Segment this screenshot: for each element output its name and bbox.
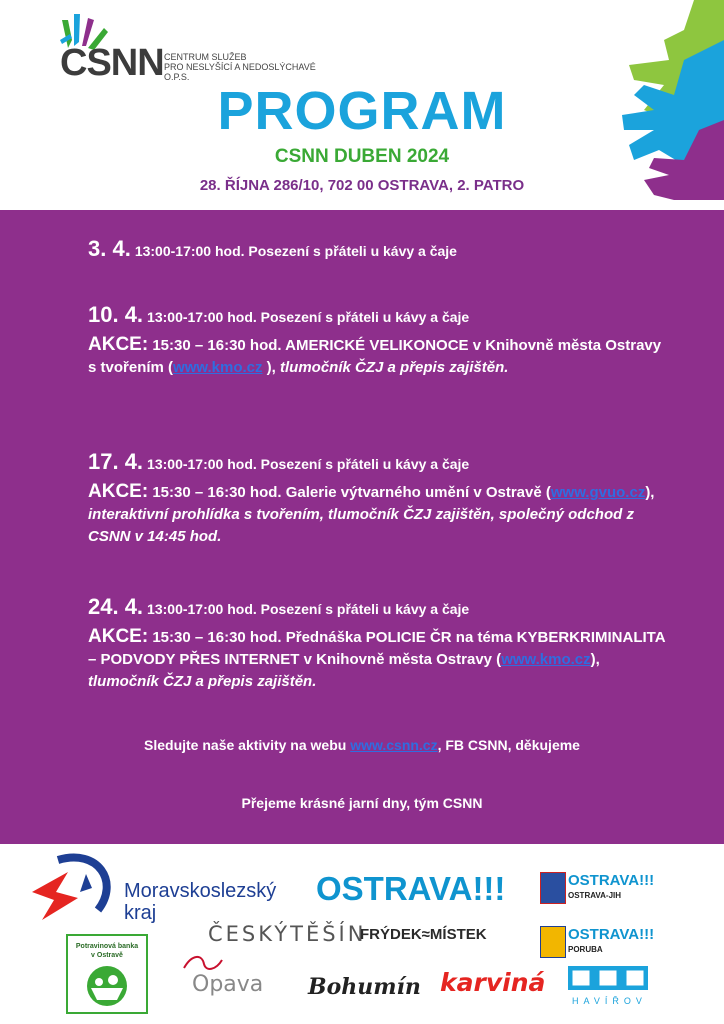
program-item [88,594,668,693]
program-day [88,236,668,261]
akce-text: ), [645,484,655,501]
akce-text: ), [590,651,600,668]
csnn-logo-subtitle [164,52,316,82]
program-akce [88,334,668,379]
logo-subtitle-line: CENTRUM SLUŽEB [164,52,247,62]
frydek-mistek-logo: FRÝDEK≈MÍSTEK [360,926,487,943]
program-day [88,594,668,619]
program-item [88,302,668,379]
opava-ornament-icon [180,952,226,974]
poruba-logo: OSTRAVA!!! [568,926,655,943]
logo-subtitle-line: PRO NESLYŠÍCÍ A NEDOSLÝCHAVÉ [164,62,316,72]
ostrava-jih-crest-icon [540,872,566,904]
msk-line: Moravskoslezský [124,880,277,902]
follow-text: Sledujte naše aktivity na webu [144,737,351,753]
havirov-logo-icon [568,966,648,990]
program-date: 17. 4. [88,449,144,474]
opava-logo: Opava [192,972,264,997]
msk-line: kraj [124,902,157,924]
program-line: 13:00-17:00 hod. Posezení s přáteli u kávy a čaje [134,243,457,259]
potravinova-line: Potravinová banka [75,943,139,950]
gvuo-link[interactable]: www.gvuo.cz [550,484,646,501]
akce-note: tlumočník ČZJ a přepis zajištěn. [88,673,317,690]
csnn-web-link[interactable]: www.csnn.cz [350,737,438,753]
page-subtitle: CSNN DUBEN 2024 [274,146,450,167]
ostrava-jih-logo: OSTRAVA!!! [568,872,655,889]
karvina-logo: karviná [440,968,546,997]
akce-note: interaktivní prohlídka s tvořením, tlumočník ČZJ zajištěn, společný odchod z CSNN v 14:45 hod. [88,506,634,545]
ostrava-logo: OSTRAVA!!! [316,870,506,907]
logo-subtitle-line: O.P.S. [164,72,190,82]
program-date: 10. 4. [88,302,144,327]
address: 28. ŘÍJNA 286/10, 702 00 OSTRAVA, 2. PATRO [199,177,525,194]
greeting: Přejeme krásné jarní dny, tým CSNN [241,795,483,811]
akce-label: AKCE: [88,334,149,355]
moravskoslezsky-kraj-text [124,880,276,924]
follow-note [0,737,724,753]
program-date: 24. 4. [88,594,144,619]
program-day [88,449,668,474]
csnn-logo-text: CSNN [60,42,164,84]
program-panel [0,210,724,844]
akce-text: 15:30 – 16:30 hod. Přednáška POLICIE ČR na téma KYBERKRIMINALITA – PODVODY PŘES INTERNET v Knihovně města Ostravy ( [88,629,665,668]
bohumin-logo: Bohumín [308,974,421,1000]
akce-text: 15:30 – 16:30 hod. Galerie výtvarného umění v Ostravě ( [152,484,551,501]
follow-text: , FB CSNN, děkujeme [437,737,580,753]
poruba-sub: PORUBA [568,945,603,954]
program-item [88,236,668,261]
program-line: 13:00-17:00 hod. Posezení s přáteli u kávy a čaje [147,456,470,472]
program-item [88,449,668,548]
program-akce [88,481,668,548]
program-date: 3. 4. [88,236,131,261]
cesky-tesin-logo: ČESKÝTĚŠÍN [208,922,367,946]
akce-label: AKCE: [88,626,149,647]
kmo-link[interactable]: www.kmo.cz [173,359,263,376]
moravskoslezsky-kraj-logo-icon [28,852,120,924]
program-akce [88,626,668,693]
kmo-link[interactable]: www.kmo.cz [501,651,591,668]
akce-text: 15:30 – 16:30 hod. AMERICKÉ VELIKONOCE v Knihovně města Ostravy s tvořením ( [88,337,662,376]
potravinova-line: v Ostravě [91,952,123,959]
program-line: 13:00-17:00 hod. Posezení s přáteli u kávy a čaje [147,309,470,325]
page-title: PROGRAM [217,81,507,141]
akce-text: ), [262,359,276,376]
program-day [88,302,668,327]
akce-label: AKCE: [88,481,149,502]
ostrava-jih-sub: OSTRAVA-JIH [568,891,622,900]
poruba-crest-icon [540,926,566,958]
havirov-text: HAVÍŘOV [572,996,647,1006]
program-line: 13:00-17:00 hod. Posezení s přáteli u kávy a čaje [147,601,470,617]
potravinova-banka-logo [66,934,148,1014]
akce-note: tlumočník ČZJ a přepis zajištěn. [275,359,509,376]
food-basket-icon [79,964,135,1008]
